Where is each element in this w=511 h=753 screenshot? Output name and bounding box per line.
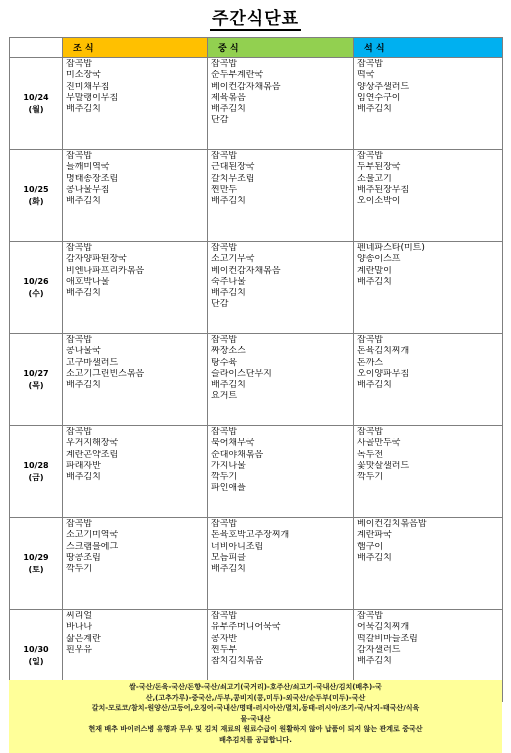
note-line: 물-국내산 — [240, 714, 271, 723]
menu-item: 배추김치 — [211, 380, 246, 391]
dinner-cell — [354, 518, 503, 610]
lunch-cell — [208, 334, 354, 426]
dinner-cell — [354, 242, 503, 334]
note-line: 산,(고추가루)-중국산,/두부,콩비지(콩,미두)-외국산/순두부(미두)-국산 — [145, 693, 366, 702]
menu-item: 배추김치 — [357, 656, 392, 667]
menu-item: 임연수구이 — [357, 92, 401, 103]
page-title-text: 주간식단표 — [211, 9, 300, 29]
menu-item: 배추김치 — [66, 104, 101, 115]
menu-item: 꽃맛살샐러드 — [357, 460, 410, 471]
menu-item: 잡곡밥 — [211, 427, 238, 437]
lunch-cell — [208, 426, 354, 518]
date-cell — [10, 334, 63, 426]
dinner-header: 석 식 — [354, 38, 503, 58]
note-line: 쌀-국산/돈육-국산/돈향-국산/쇠고기(국거리)-호주산/쇠고기-국내산/김치(배추)-국 — [129, 683, 382, 691]
menu-item: 배추된장무침 — [357, 184, 410, 195]
menu-item: 어묵김치찌개 — [357, 622, 410, 633]
dinner-cell — [354, 58, 503, 150]
menu-item: 미소장국 — [66, 70, 101, 81]
date-label: 10/25 — [23, 184, 49, 194]
weekday-label: (화) — [28, 196, 44, 206]
menu-item: 배추김치 — [357, 104, 392, 115]
menu-item: 애호박나물 — [66, 276, 110, 287]
note-line: 갈치-모로코/참치-원양산/고등어,오징어-국내산/명태-러시아산/멸치,동태-러시아/조기-국/낙지-태국산/식육 — [91, 704, 420, 712]
menu-item: 오이양파무침 — [357, 368, 410, 379]
menu-item: 배추김치 — [211, 196, 246, 207]
lunch-cell — [208, 58, 354, 150]
menu-item: 근대된장국 — [211, 162, 255, 173]
menu-item: 잡곡밥 — [211, 59, 238, 69]
date-label: 10/30 — [23, 644, 49, 654]
weekday-label: (토) — [28, 564, 44, 574]
menu-item: 계란파국 — [357, 530, 392, 541]
lunch-cell — [208, 242, 354, 334]
menu-item: 잡곡밥 — [357, 427, 384, 437]
day-row — [10, 426, 503, 518]
menu-item: 콩나물무침 — [66, 184, 110, 195]
date-cell — [10, 58, 63, 150]
breakfast-cell — [63, 334, 208, 426]
menu-item: 잡곡밥 — [211, 243, 238, 253]
menu-item: 고구마샐러드 — [66, 357, 119, 368]
menu-item: 깍두기 — [211, 472, 238, 483]
menu-item: 삶은계란 — [66, 633, 101, 644]
breakfast-cell — [63, 426, 208, 518]
breakfast-cell — [63, 518, 208, 610]
date-label: 10/24 — [23, 92, 49, 102]
menu-item: 배추김치 — [357, 552, 392, 563]
menu-item: 사골만두국 — [357, 438, 401, 449]
menu-item: 잡곡밥 — [211, 519, 238, 529]
date-label: 10/27 — [23, 368, 49, 378]
menu-item: 계란곤약조림 — [66, 449, 119, 460]
weekly-menu-table — [9, 37, 503, 702]
breakfast-cell — [63, 242, 208, 334]
menu-item: 무말랭이무침 — [66, 92, 119, 103]
date-cell — [10, 426, 63, 518]
menu-item: 잡곡밥 — [66, 151, 93, 161]
lunch-header: 중 식 — [208, 38, 354, 58]
menu-item: 비엔나파프리카볶음 — [66, 265, 145, 276]
menu-item: 잡곡밥 — [357, 151, 384, 161]
page-title — [0, 4, 511, 29]
menu-item: 양송이스프 — [357, 254, 401, 265]
menu-item: 스크램블에그 — [66, 541, 119, 552]
menu-item: 흰우유 — [66, 644, 93, 655]
menu-item: 양상추샐러드 — [357, 81, 410, 92]
menu-item: 떡갈비마늘조림 — [357, 633, 418, 644]
menu-item: 배추김치 — [211, 564, 246, 575]
menu-item: 배추김치 — [357, 380, 392, 391]
menu-item: 배추김치 — [211, 104, 246, 115]
menu-item: 배추김치 — [66, 288, 101, 299]
day-row — [10, 58, 503, 150]
menu-item: 씨리얼 — [66, 611, 93, 621]
note-line: 배추김치를 공급합니다. — [219, 735, 292, 744]
menu-item: 콩자반 — [211, 633, 238, 644]
breakfast-cell — [63, 150, 208, 242]
menu-item: 북어채무국 — [211, 438, 255, 449]
menu-item: 유부주머니어묵국 — [211, 622, 281, 633]
dinner-cell — [354, 334, 503, 426]
dinner-cell — [354, 150, 503, 242]
menu-item: 배추김치 — [66, 472, 101, 483]
menu-item: 바나나 — [66, 622, 93, 633]
menu-item: 숙주나물 — [211, 276, 246, 287]
menu-item: 소고기그린빈스볶음 — [66, 368, 145, 379]
menu-item: 돈육김치찌개 — [357, 346, 410, 357]
menu-item: 가지나물 — [211, 460, 246, 471]
menu-item: 소불고기 — [357, 173, 392, 184]
menu-item: 잡곡밥 — [357, 611, 384, 621]
menu-item: 우거지해장국 — [66, 438, 119, 449]
menu-item: 두부된장국 — [357, 162, 401, 173]
date-label: 10/26 — [23, 276, 49, 286]
menu-item: 잡곡밥 — [66, 335, 93, 345]
menu-item: 계란말이 — [357, 265, 392, 276]
menu-item: 단감 — [211, 115, 229, 126]
date-label: 10/28 — [23, 460, 49, 470]
menu-item: 베이컨김치볶음밥 — [357, 519, 427, 529]
weekday-label: (수) — [28, 288, 44, 298]
menu-item: 소고기무국 — [211, 254, 255, 265]
menu-item: 요거트 — [211, 391, 238, 402]
menu-item: 녹두전 — [357, 449, 384, 460]
breakfast-cell — [63, 58, 208, 150]
menu-item: 떡국 — [357, 70, 375, 81]
dinner-cell — [354, 426, 503, 518]
lunch-cell — [208, 150, 354, 242]
menu-item: 잡곡밥 — [211, 151, 238, 161]
menu-item: 잡곡밥 — [66, 243, 93, 253]
menu-item: 감자양파된장국 — [66, 254, 127, 265]
menu-item: 진미채무침 — [66, 81, 110, 92]
menu-item: 펜네파스타(미트) — [357, 243, 425, 253]
header-row — [10, 38, 503, 58]
date-cell — [10, 242, 63, 334]
menu-item: 배추김치 — [66, 380, 101, 391]
menu-item: 제육볶음 — [211, 92, 246, 103]
menu-item: 잡곡밥 — [357, 59, 384, 69]
menu-item: 돈까스 — [357, 357, 384, 368]
note-line: 현재 배추 바이러스병 유행과 무우 및 김치 재료의 원료수급이 원활하지 않아 납품이 되지 않는 관계로 중국산 — [88, 725, 423, 733]
date-label: 10/29 — [23, 552, 49, 562]
day-row — [10, 150, 503, 242]
menu-item: 잡곡밥 — [66, 427, 93, 437]
day-row — [10, 518, 503, 610]
menu-item: 순두부계란국 — [211, 70, 264, 81]
menu-item: 명태송장조림 — [66, 173, 119, 184]
menu-item: 햄구이 — [357, 541, 384, 552]
menu-item: 파래자반 — [66, 460, 101, 471]
weekday-label: (일) — [28, 656, 44, 666]
menu-item: 들깨미역국 — [66, 162, 110, 173]
menu-item: 베이컨감자채볶음 — [211, 81, 281, 92]
menu-item: 소고기미역국 — [66, 530, 119, 541]
menu-item: 오이소박이 — [357, 196, 401, 207]
weekday-label: (월) — [28, 104, 44, 114]
weekday-label: (금) — [28, 472, 44, 482]
breakfast-header: 조 식 — [63, 38, 208, 58]
menu-item: 잡곡밥 — [211, 611, 238, 621]
menu-item: 슬라이스단무지 — [211, 368, 272, 379]
menu-item: 배추김치 — [357, 276, 392, 287]
menu-item: 탕수육 — [211, 357, 238, 368]
menu-item: 갈치무조림 — [211, 173, 255, 184]
menu-item: 깍두기 — [357, 472, 384, 483]
menu-item: 베이컨감자채볶음 — [211, 265, 281, 276]
menu-item: 깍두기 — [66, 564, 93, 575]
menu-item: 콩나물국 — [66, 346, 101, 357]
lunch-cell — [208, 518, 354, 610]
menu-item: 돈육호박고추장찌개 — [211, 530, 290, 541]
menu-item: 잡곡밥 — [66, 59, 93, 69]
origin-notes — [9, 680, 502, 753]
menu-item: 참치김치볶음 — [211, 656, 264, 667]
menu-item: 짜장소스 — [211, 346, 246, 357]
day-row — [10, 242, 503, 334]
menu-item: 잡곡밥 — [66, 519, 93, 529]
menu-item: 찐두부 — [211, 644, 238, 655]
menu-item: 너비아니조림 — [211, 541, 264, 552]
header-corner — [10, 38, 63, 58]
menu-item: 찐만두 — [211, 184, 238, 195]
menu-item: 감자샐러드 — [357, 644, 401, 655]
menu-item: 배추김치 — [211, 288, 246, 299]
day-row — [10, 334, 503, 426]
menu-item: 순대야채볶음 — [211, 449, 264, 460]
menu-item: 잡곡밥 — [357, 335, 384, 345]
menu-item: 땅콩조림 — [66, 552, 101, 563]
menu-item: 단감 — [211, 299, 229, 310]
date-cell — [10, 518, 63, 610]
date-cell — [10, 150, 63, 242]
menu-item: 모듬피클 — [211, 552, 246, 563]
menu-item: 잡곡밥 — [211, 335, 238, 345]
day-rows — [10, 58, 503, 702]
menu-item: 배추김치 — [66, 196, 101, 207]
weekday-label: (목) — [28, 380, 44, 390]
menu-item: 파인애플 — [211, 483, 246, 494]
